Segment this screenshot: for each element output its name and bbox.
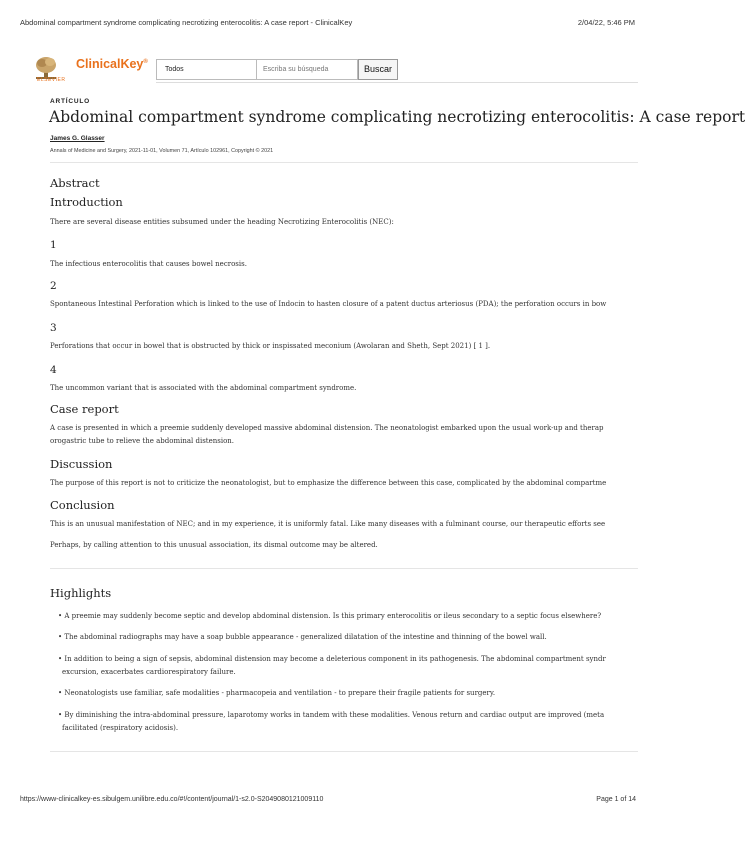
- discussion-heading: Discussion: [50, 457, 113, 471]
- introduction-heading: Introduction: [50, 195, 123, 209]
- print-header: [0, 0, 655, 40]
- highlight-item: • A preemie may suddenly become septic and develop abdominal distension. Is this primary enterocolitis or ileus secondary to a septic focus elsewhere?: [58, 612, 602, 620]
- highlight-item: • Neonatologists use familiar, safe modalities - pharmacopeia and ventilation - to prepare their fragile patients for surgery.: [58, 689, 496, 697]
- list-item-text: The uncommon variant that is associated with the abdominal compartment syndrome.: [50, 384, 357, 392]
- highlight-item: • By diminishing the intra-abdominal pressure, laparotomy works in tandem with these modalities. Venous return and cardiac output are improved (meta: [58, 711, 605, 719]
- logo-wordmark: ClinicalKey®: [76, 57, 148, 71]
- conclusion-text: This is an unusual manifestation of NEC; and in my experience, it is uniformly fatal. Like many diseases with a fulminant course, our therapeutic efforts see: [50, 520, 606, 528]
- divider: [50, 568, 638, 569]
- list-item-text: Spontaneous Intestinal Perforation which is linked to the use of Indocin to hasten closure of a patent ductus arteriosus (PDA); the perforation occurs in bow: [50, 300, 607, 308]
- highlight-item-cont: facilitated (respiratory acidosis).: [62, 724, 179, 732]
- list-item-number: 2: [50, 280, 57, 292]
- divider: [50, 751, 638, 752]
- print-page-number: Page 1 of 14: [596, 796, 636, 803]
- print-url: https://www-clinicalkey-es.sibulgem.unilibre.edu.co/#!/content/journal/1-s2.0-S2049080121009110: [20, 796, 324, 803]
- print-page-title: Abdominal compartment syndrome complicating necrotizing enterocolitis: A case report - ClinicalKey: [20, 18, 353, 27]
- author-link[interactable]: James G. Glasser: [50, 135, 105, 142]
- search-input[interactable]: [256, 59, 358, 80]
- citation: Annals of Medicine and Surgery, 2021-11-01, Volumen 71, Artículo 102961, Copyright © 2021: [50, 148, 274, 154]
- case-report-text: A case is presented in which a preemie suddenly developed massive abdominal distension. The neonatologist embarked upon the usual work-up and therap: [50, 424, 604, 432]
- search-button[interactable]: [358, 59, 398, 80]
- list-item-number: 3: [50, 322, 57, 334]
- discussion-text: The purpose of this report is not to criticize the neonatologist, but to emphasize the difference between this case, complicated by the abdominal compartme: [50, 479, 607, 487]
- search-scope-value: Todos: [165, 66, 184, 73]
- list-item-text: The infectious enterocolitis that causes bowel necrosis.: [50, 260, 247, 268]
- highlight-item: • In addition to being a sign of sepsis, abdominal distension may become a deleterious component in its pathogenesis. The abdominal compartment syndr: [58, 655, 606, 663]
- search-button-label: Buscar: [363, 64, 392, 74]
- list-item-number: 4: [50, 364, 57, 376]
- list-item-number: 1: [50, 239, 57, 251]
- case-report-text-cont: orogastric tube to relieve the abdominal distension.: [50, 437, 235, 445]
- introduction-text: There are several disease entities subsumed under the heading Necrotizing Enterocolitis (NEC):: [50, 218, 394, 226]
- conclusion-text-2: Perhaps, by calling attention to this unusual association, its dismal outcome may be altered.: [50, 541, 378, 549]
- search-placeholder: Escriba su búsqueda: [263, 66, 329, 73]
- divider: [50, 162, 638, 163]
- article-type-label: ARTÍCULO: [50, 98, 90, 105]
- highlight-item-cont: excursion, exacerbates cardiorespiratory failure.: [62, 668, 236, 676]
- case-report-heading: Case report: [50, 402, 119, 416]
- search-scope-select[interactable]: [156, 59, 257, 80]
- abstract-heading: Abstract: [50, 176, 100, 190]
- highlight-item: • The abdominal radiographs may have a soap bubble appearance - generalized dilatation of the intestine and thinning of the bowel wall.: [58, 633, 547, 641]
- search-group: [156, 59, 398, 80]
- header-divider: [156, 82, 638, 83]
- publisher-name: ELSEVIER: [37, 77, 66, 83]
- print-date: 2/04/22, 5:46 PM: [577, 18, 635, 27]
- article-title: Abdominal compartment syndrome complicating necrotizing enterocolitis: A case report: [49, 108, 745, 126]
- list-item-text: Perforations that occur in bowel that is obstructed by thick or inspissated meconium (Awolaran and Sheth, Sept 2021) [ 1 ].: [50, 342, 491, 350]
- highlights-heading: Highlights: [50, 586, 112, 600]
- conclusion-heading: Conclusion: [50, 498, 115, 512]
